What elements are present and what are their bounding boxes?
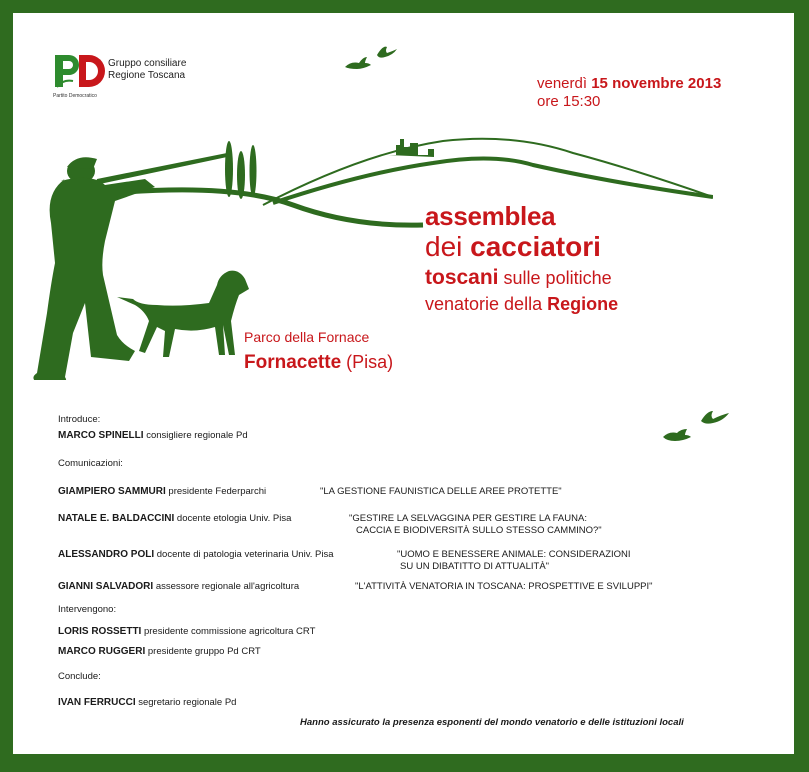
speaker-role: segretario regionale Pd [135, 697, 237, 708]
title-line-4 [425, 291, 618, 317]
title-line-3a: toscani [425, 266, 499, 289]
speaker-name: LORIS ROSSETTI [58, 626, 142, 637]
intervengono-label: Intervengono: [58, 604, 117, 615]
speaker-name: MARCO RUGGERI [58, 646, 146, 657]
speaker-row [58, 549, 334, 560]
title-line-1: assemblea [425, 201, 556, 231]
speaker-name: GIANNI SALVADORI [58, 581, 154, 592]
title-line-2 [425, 231, 618, 263]
event-day: venerdì [537, 75, 588, 92]
speaker-role: consigliere regionale Pd [143, 430, 248, 441]
introduce-label: Introduce: [58, 414, 101, 425]
speaker-row [58, 513, 291, 524]
speaker-role: presidente Federparchi [165, 486, 267, 497]
title-line-3b: sulle politiche [498, 268, 612, 288]
conclude-label: Conclude: [58, 671, 101, 682]
org-name [108, 58, 186, 82]
province: (Pisa) [341, 352, 394, 372]
event-date [537, 75, 721, 111]
org-line-1: Gruppo consiliare [108, 58, 187, 69]
speaker-name: NATALE E. BALDACCINI [58, 513, 175, 524]
speaker-role: docente di patologia veterinaria Univ. Pisa [154, 549, 334, 560]
title-line-2a: dei [425, 231, 471, 262]
pd-logo-icon [53, 53, 105, 93]
speaker-name: IVAN FERRUCCI [58, 697, 136, 708]
speaker-row [58, 697, 236, 708]
comunicazioni-label: Comunicazioni: [58, 458, 123, 469]
flying-ducks-icon [661, 409, 741, 449]
speaker-topic: "UOMO E BENESSERE ANIMALE: CONSIDERAZIONI [397, 549, 631, 560]
city-name: Fornacette [244, 352, 342, 373]
title-line-4b: Regione [547, 294, 619, 314]
title-line-4a: venatorie della [425, 294, 548, 314]
speaker-row [58, 486, 266, 497]
invitation-card [13, 13, 794, 754]
speaker-row [58, 626, 315, 637]
speaker-row [58, 581, 299, 592]
speaker-role: assessore regionale all'agricoltura [153, 581, 300, 592]
introduce-speaker [58, 430, 248, 441]
speaker-row [58, 646, 261, 657]
speaker-topic: "LA GESTIONE FAUNISTICA DELLE AREE PROTETTE" [320, 486, 562, 497]
speaker-topic: "GESTIRE LA SELVAGGINA PER GESTIRE LA FAUNA: [349, 513, 587, 524]
speaker-name: ALESSANDRO POLI [58, 549, 155, 560]
title-line-3 [425, 265, 618, 291]
flying-ducks-icon [343, 45, 403, 75]
speaker-name: MARCO SPINELLI [58, 430, 144, 441]
speaker-topic-cont: SU UN DIBATITTO DI ATTUALITÀ" [400, 561, 550, 572]
speaker-name: GIAMPIERO SAMMURI [58, 486, 166, 497]
footer-note: Hanno assicurato la presenza esponenti del mondo venatorio e delle istituzioni locali [300, 717, 684, 728]
event-title [425, 201, 618, 317]
pointer-dog-icon [117, 265, 257, 369]
speaker-topic: "L'ATTIVITÀ VENATORIA IN TOSCANA: PROSPETTIVE E SVILUPPI" [355, 581, 653, 592]
event-time: ore 15:30 [537, 93, 601, 110]
speaker-role: presidente gruppo Pd CRT [145, 646, 261, 657]
city [244, 352, 393, 374]
speaker-role: presidente commissione agricoltura CRT [141, 626, 316, 637]
venue: Parco della Fornace [244, 329, 370, 345]
speaker-topic-cont: CACCIA E BIODIVERSITÀ SULLO STESSO CAMMINO?" [356, 525, 602, 536]
speaker-role: docente etologia Univ. Pisa [174, 513, 292, 524]
event-date-main: 15 novembre 2013 [591, 75, 722, 92]
org-line-2: Regione Toscana [108, 70, 186, 81]
title-line-2b: cacciatori [470, 231, 601, 262]
party-name: Partito Democratico [53, 93, 97, 99]
